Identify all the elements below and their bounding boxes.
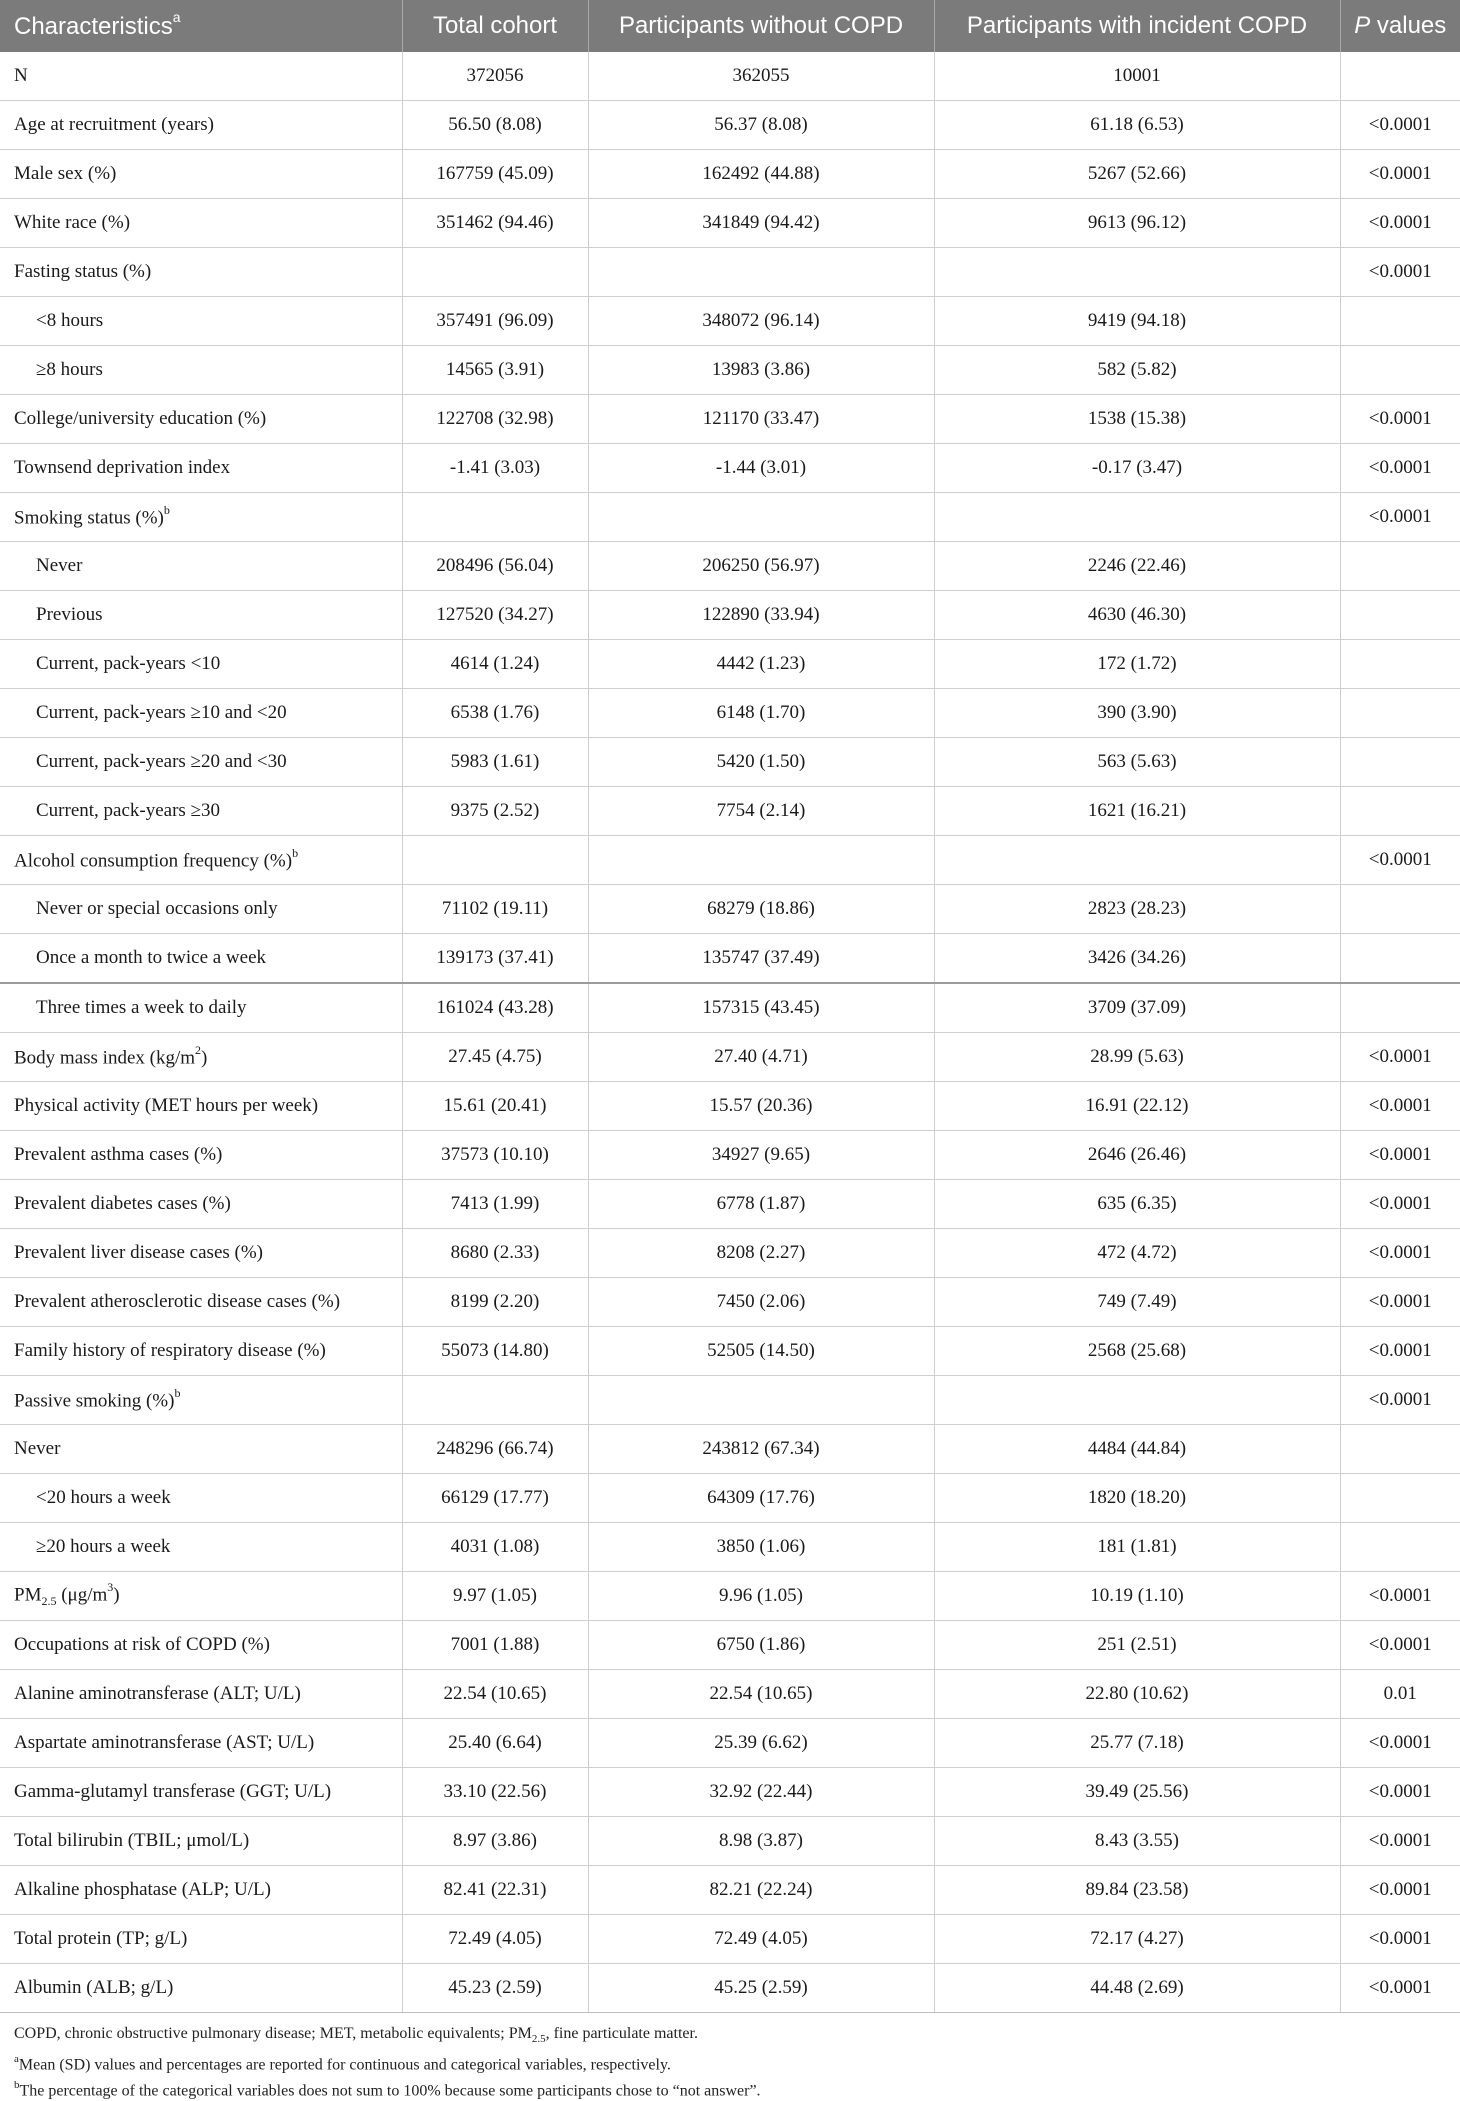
header-row (0, 0, 1460, 52)
table-row (0, 1278, 1460, 1327)
cell-without-copd: 15.57 (20.36) (588, 1082, 934, 1131)
row-label: Current, pack-years ≥30 (0, 787, 402, 836)
cell-p-value (1340, 1425, 1460, 1474)
table-row (0, 1572, 1460, 1621)
cell-p-value (1340, 542, 1460, 591)
row-label: Alkaline phosphatase (ALP; U/L) (0, 1866, 402, 1915)
row-label: Family history of respiratory disease (%) (0, 1327, 402, 1376)
cell-without-copd: 135747 (37.49) (588, 934, 934, 984)
cell-p-value (1340, 640, 1460, 689)
cell-with-copd: 635 (6.35) (934, 1180, 1340, 1229)
header-without-copd: Participants without COPD (588, 0, 934, 52)
row-label: Physical activity (MET hours per week) (0, 1082, 402, 1131)
cell-with-copd: 582 (5.82) (934, 346, 1340, 395)
table-row (0, 1376, 1460, 1425)
cell-with-copd (934, 248, 1340, 297)
cell-p-value: <0.0001 (1340, 1964, 1460, 2013)
row-label: Townsend deprivation index (0, 444, 402, 493)
cell-p-value: <0.0001 (1340, 1866, 1460, 1915)
cell-without-copd: 34927 (9.65) (588, 1131, 934, 1180)
table-row (0, 1964, 1460, 2013)
row-label: Albumin (ALB; g/L) (0, 1964, 402, 2013)
cell-without-copd: 348072 (96.14) (588, 297, 934, 346)
cell-total-cohort: 161024 (43.28) (402, 983, 588, 1033)
row-label: Never or special occasions only (0, 885, 402, 934)
cell-with-copd: 4484 (44.84) (934, 1425, 1340, 1474)
cell-total-cohort: 139173 (37.41) (402, 934, 588, 984)
header-total-cohort: Total cohort (402, 0, 588, 52)
cell-with-copd: 25.77 (7.18) (934, 1719, 1340, 1768)
cell-total-cohort: 208496 (56.04) (402, 542, 588, 591)
cell-with-copd: 10.19 (1.10) (934, 1572, 1340, 1621)
cell-p-value (1340, 934, 1460, 984)
table-row (0, 395, 1460, 444)
cell-with-copd: 9419 (94.18) (934, 297, 1340, 346)
row-label: Passive smoking (%)$^b$ (0, 1376, 402, 1425)
cell-with-copd: 1820 (18.20) (934, 1474, 1340, 1523)
cell-total-cohort: 4614 (1.24) (402, 640, 588, 689)
table-row (0, 150, 1460, 199)
cell-total-cohort: 122708 (32.98) (402, 395, 588, 444)
cell-total-cohort (402, 836, 588, 885)
cell-p-value: <0.0001 (1340, 150, 1460, 199)
cell-total-cohort: 27.45 (4.75) (402, 1033, 588, 1082)
cell-p-value: <0.0001 (1340, 1327, 1460, 1376)
cell-with-copd: 61.18 (6.53) (934, 101, 1340, 150)
cell-p-value (1340, 346, 1460, 395)
footnotes (0, 2013, 1460, 2101)
row-label: $PM_{2.5}$ $(\mu g/m^3)$ (0, 1572, 402, 1621)
table-row (0, 1082, 1460, 1131)
cell-with-copd: 2246 (22.46) (934, 542, 1340, 591)
row-label: <8 hours (0, 297, 402, 346)
cell-with-copd: 4630 (46.30) (934, 591, 1340, 640)
table-row (0, 346, 1460, 395)
table-row (0, 640, 1460, 689)
cell-without-copd: 27.40 (4.71) (588, 1033, 934, 1082)
cell-with-copd: 22.80 (10.62) (934, 1670, 1340, 1719)
row-label: Fasting status (%) (0, 248, 402, 297)
cell-with-copd: 5267 (52.66) (934, 150, 1340, 199)
cell-p-value (1340, 885, 1460, 934)
cell-with-copd: 2568 (25.68) (934, 1327, 1340, 1376)
cell-total-cohort: 15.61 (20.41) (402, 1082, 588, 1131)
cell-total-cohort (402, 493, 588, 542)
table-row (0, 52, 1460, 101)
cell-total-cohort: 14565 (3.91) (402, 346, 588, 395)
cell-p-value: <0.0001 (1340, 1768, 1460, 1817)
cell-total-cohort: 167759 (45.09) (402, 150, 588, 199)
cell-p-value: <0.0001 (1340, 1817, 1460, 1866)
row-label: Current, pack-years ≥20 and <30 (0, 738, 402, 787)
cell-with-copd: 89.84 (23.58) (934, 1866, 1340, 1915)
cell-p-value (1340, 1523, 1460, 1572)
cell-p-value: <0.0001 (1340, 199, 1460, 248)
cell-total-cohort: 9.97 (1.05) (402, 1572, 588, 1621)
table-row (0, 591, 1460, 640)
cell-p-value (1340, 738, 1460, 787)
cell-with-copd: 16.91 (22.12) (934, 1082, 1340, 1131)
table-row (0, 297, 1460, 346)
cell-total-cohort: 127520 (34.27) (402, 591, 588, 640)
cell-total-cohort: 37573 (10.10) (402, 1131, 588, 1180)
cell-p-value: <0.0001 (1340, 395, 1460, 444)
cell-total-cohort: 33.10 (22.56) (402, 1768, 588, 1817)
cell-p-value: <0.0001 (1340, 1915, 1460, 1964)
cell-total-cohort: 22.54 (10.65) (402, 1670, 588, 1719)
cell-with-copd (934, 1376, 1340, 1425)
cell-without-copd: 56.37 (8.08) (588, 101, 934, 150)
cell-with-copd (934, 493, 1340, 542)
cell-without-copd: 25.39 (6.62) (588, 1719, 934, 1768)
cell-total-cohort: 8.97 (3.86) (402, 1817, 588, 1866)
row-label: ≥8 hours (0, 346, 402, 395)
cell-total-cohort: 25.40 (6.64) (402, 1719, 588, 1768)
table-row (0, 1670, 1460, 1719)
cell-total-cohort: 357491 (96.09) (402, 297, 588, 346)
cell-p-value (1340, 689, 1460, 738)
cell-without-copd: 9.96 (1.05) (588, 1572, 934, 1621)
cell-total-cohort: 372056 (402, 52, 588, 101)
header-characteristics: Characteristics$^a$ (0, 0, 402, 52)
cell-p-value (1340, 787, 1460, 836)
footnote-abbreviations: COPD, chronic obstructive pulmonary disease; MET, metabolic equivalents; $PM_{2.5}$, fine particulate matter. (14, 2025, 698, 2046)
header-with-copd: Participants with incident COPD (934, 0, 1340, 52)
cell-without-copd: 82.21 (22.24) (588, 1866, 934, 1915)
cell-without-copd: 243812 (67.34) (588, 1425, 934, 1474)
table-row (0, 542, 1460, 591)
cell-total-cohort: 248296 (66.74) (402, 1425, 588, 1474)
row-label: Occupations at risk of COPD (%) (0, 1621, 402, 1670)
footnote-b: $^b$The percentage of the categorical variables does not sum to 100% because some participants chose to “not answer”. (14, 2078, 761, 2099)
row-label: Never (0, 542, 402, 591)
cell-p-value: <0.0001 (1340, 1229, 1460, 1278)
cell-without-copd (588, 1376, 934, 1425)
cell-total-cohort: 6538 (1.76) (402, 689, 588, 738)
row-label: Prevalent asthma cases (%) (0, 1131, 402, 1180)
row-label: Never (0, 1425, 402, 1474)
cell-with-copd: 3426 (34.26) (934, 934, 1340, 984)
cell-p-value (1340, 297, 1460, 346)
cell-without-copd: 121170 (33.47) (588, 395, 934, 444)
row-label: Smoking status (%)$^b$ (0, 493, 402, 542)
table-row (0, 1523, 1460, 1572)
table-row (0, 248, 1460, 297)
table-row (0, 199, 1460, 248)
cell-without-copd: 45.25 (2.59) (588, 1964, 934, 2013)
cell-total-cohort: 45.23 (2.59) (402, 1964, 588, 2013)
header-p-values: P values (1340, 0, 1460, 52)
cell-without-copd: 72.49 (4.05) (588, 1915, 934, 1964)
table-row (0, 1229, 1460, 1278)
row-label: Male sex (%) (0, 150, 402, 199)
table-row (0, 1131, 1460, 1180)
cell-p-value: <0.0001 (1340, 1572, 1460, 1621)
cell-without-copd: 6750 (1.86) (588, 1621, 934, 1670)
cell-with-copd: 28.99 (5.63) (934, 1033, 1340, 1082)
cell-with-copd: 9613 (96.12) (934, 199, 1340, 248)
cell-with-copd (934, 836, 1340, 885)
row-label: Prevalent atherosclerotic disease cases (%) (0, 1278, 402, 1327)
cell-with-copd: 8.43 (3.55) (934, 1817, 1340, 1866)
row-label: Prevalent liver disease cases (%) (0, 1229, 402, 1278)
cell-total-cohort: 71102 (19.11) (402, 885, 588, 934)
cell-without-copd: 22.54 (10.65) (588, 1670, 934, 1719)
table-row (0, 836, 1460, 885)
cell-total-cohort: -1.41 (3.03) (402, 444, 588, 493)
table-row (0, 1327, 1460, 1376)
cell-without-copd: 341849 (94.42) (588, 199, 934, 248)
row-label: Once a month to twice a week (0, 934, 402, 984)
cell-total-cohort: 82.41 (22.31) (402, 1866, 588, 1915)
cell-without-copd: 64309 (17.76) (588, 1474, 934, 1523)
table-row (0, 738, 1460, 787)
table-row (0, 1033, 1460, 1082)
cell-total-cohort (402, 1376, 588, 1425)
cell-p-value: <0.0001 (1340, 1033, 1460, 1082)
cell-p-value: <0.0001 (1340, 1082, 1460, 1131)
cell-without-copd (588, 836, 934, 885)
cell-p-value: <0.0001 (1340, 836, 1460, 885)
cell-p-value: <0.0001 (1340, 1180, 1460, 1229)
cell-p-value: <0.0001 (1340, 493, 1460, 542)
table-row (0, 934, 1460, 984)
cell-p-value (1340, 983, 1460, 1033)
cell-p-value: <0.0001 (1340, 248, 1460, 297)
table-row (0, 493, 1460, 542)
row-label: Total protein (TP; g/L) (0, 1915, 402, 1964)
cell-without-copd: 8.98 (3.87) (588, 1817, 934, 1866)
cell-with-copd: 472 (4.72) (934, 1229, 1340, 1278)
cell-without-copd: 8208 (2.27) (588, 1229, 934, 1278)
cell-total-cohort: 8199 (2.20) (402, 1278, 588, 1327)
cell-with-copd: 2823 (28.23) (934, 885, 1340, 934)
cell-total-cohort: 7001 (1.88) (402, 1621, 588, 1670)
cell-without-copd: 206250 (56.97) (588, 542, 934, 591)
cell-with-copd: 390 (3.90) (934, 689, 1340, 738)
table-row (0, 1719, 1460, 1768)
table-row (0, 1866, 1460, 1915)
row-label: Three times a week to daily (0, 983, 402, 1033)
cell-p-value: <0.0001 (1340, 101, 1460, 150)
cell-without-copd: 6778 (1.87) (588, 1180, 934, 1229)
cell-total-cohort: 4031 (1.08) (402, 1523, 588, 1572)
cell-with-copd: 749 (7.49) (934, 1278, 1340, 1327)
cell-without-copd (588, 248, 934, 297)
cell-total-cohort: 351462 (94.46) (402, 199, 588, 248)
cell-p-value (1340, 1474, 1460, 1523)
cell-without-copd: 3850 (1.06) (588, 1523, 934, 1572)
cell-with-copd: 181 (1.81) (934, 1523, 1340, 1572)
cell-total-cohort: 8680 (2.33) (402, 1229, 588, 1278)
cell-without-copd: 122890 (33.94) (588, 591, 934, 640)
table-row (0, 885, 1460, 934)
cell-total-cohort: 5983 (1.61) (402, 738, 588, 787)
table-row (0, 1425, 1460, 1474)
row-label: Body mass index $(kg/m^2)$ (0, 1033, 402, 1082)
cell-with-copd: 3709 (37.09) (934, 983, 1340, 1033)
cell-without-copd: 162492 (44.88) (588, 150, 934, 199)
cell-without-copd: 68279 (18.86) (588, 885, 934, 934)
table-row (0, 1180, 1460, 1229)
cell-with-copd: 72.17 (4.27) (934, 1915, 1340, 1964)
cell-total-cohort: 66129 (17.77) (402, 1474, 588, 1523)
cell-total-cohort: 7413 (1.99) (402, 1180, 588, 1229)
cell-with-copd: 251 (2.51) (934, 1621, 1340, 1670)
cell-p-value: <0.0001 (1340, 1621, 1460, 1670)
cell-without-copd: 52505 (14.50) (588, 1327, 934, 1376)
row-label: Gamma-glutamyl transferase (GGT; U/L) (0, 1768, 402, 1817)
cell-with-copd: -0.17 (3.47) (934, 444, 1340, 493)
table-row (0, 1621, 1460, 1670)
cell-p-value (1340, 591, 1460, 640)
cell-total-cohort (402, 248, 588, 297)
row-label: Current, pack-years <10 (0, 640, 402, 689)
cell-without-copd: 6148 (1.70) (588, 689, 934, 738)
table-row (0, 689, 1460, 738)
cell-without-copd: 362055 (588, 52, 934, 101)
table-row (0, 1915, 1460, 1964)
cell-p-value: <0.0001 (1340, 1278, 1460, 1327)
cell-p-value: <0.0001 (1340, 1131, 1460, 1180)
row-label: Alcohol consumption frequency (%)$^b$ (0, 836, 402, 885)
cell-with-copd: 563 (5.63) (934, 738, 1340, 787)
cell-without-copd: 7450 (2.06) (588, 1278, 934, 1327)
table-row (0, 787, 1460, 836)
cell-with-copd: 1538 (15.38) (934, 395, 1340, 444)
row-label: Total bilirubin (TBIL; μmol/L) (0, 1817, 402, 1866)
cell-p-value: <0.0001 (1340, 1376, 1460, 1425)
cell-without-copd: 13983 (3.86) (588, 346, 934, 395)
table-row (0, 983, 1460, 1033)
cell-with-copd: 10001 (934, 52, 1340, 101)
row-label: Current, pack-years ≥10 and <20 (0, 689, 402, 738)
row-label: White race (%) (0, 199, 402, 248)
cell-p-value: <0.0001 (1340, 1719, 1460, 1768)
cell-total-cohort: 56.50 (8.08) (402, 101, 588, 150)
cell-total-cohort: 72.49 (4.05) (402, 1915, 588, 1964)
cell-p-value (1340, 52, 1460, 101)
row-label: Previous (0, 591, 402, 640)
cell-with-copd: 1621 (16.21) (934, 787, 1340, 836)
cell-without-copd: 157315 (43.45) (588, 983, 934, 1033)
table-body (0, 52, 1460, 2013)
table-row (0, 1768, 1460, 1817)
cell-with-copd: 2646 (26.46) (934, 1131, 1340, 1180)
cell-without-copd: 4442 (1.23) (588, 640, 934, 689)
cell-p-value: <0.0001 (1340, 444, 1460, 493)
row-label: Alanine aminotransferase (ALT; U/L) (0, 1670, 402, 1719)
row-label: College/university education (%) (0, 395, 402, 444)
cell-without-copd: 7754 (2.14) (588, 787, 934, 836)
cell-total-cohort: 9375 (2.52) (402, 787, 588, 836)
table-row (0, 101, 1460, 150)
cell-without-copd: -1.44 (3.01) (588, 444, 934, 493)
cell-with-copd: 44.48 (2.69) (934, 1964, 1340, 2013)
table-row (0, 1474, 1460, 1523)
table-row (0, 1817, 1460, 1866)
cell-total-cohort: 55073 (14.80) (402, 1327, 588, 1376)
cell-without-copd: 32.92 (22.44) (588, 1768, 934, 1817)
table-row (0, 444, 1460, 493)
row-label: ≥20 hours a week (0, 1523, 402, 1572)
row-label: <20 hours a week (0, 1474, 402, 1523)
row-label: N (0, 52, 402, 101)
row-label: Aspartate aminotransferase (AST; U/L) (0, 1719, 402, 1768)
cell-p-value: 0.01 (1340, 1670, 1460, 1719)
cell-without-copd (588, 493, 934, 542)
cell-with-copd: 39.49 (25.56) (934, 1768, 1340, 1817)
row-label: Prevalent diabetes cases (%) (0, 1180, 402, 1229)
cell-without-copd: 5420 (1.50) (588, 738, 934, 787)
cell-with-copd: 172 (1.72) (934, 640, 1340, 689)
footnote-a: $^a$Mean (SD) values and percentages are reported for continuous and categorical variables, respectively. (14, 2053, 671, 2074)
row-label: Age at recruitment (years) (0, 101, 402, 150)
